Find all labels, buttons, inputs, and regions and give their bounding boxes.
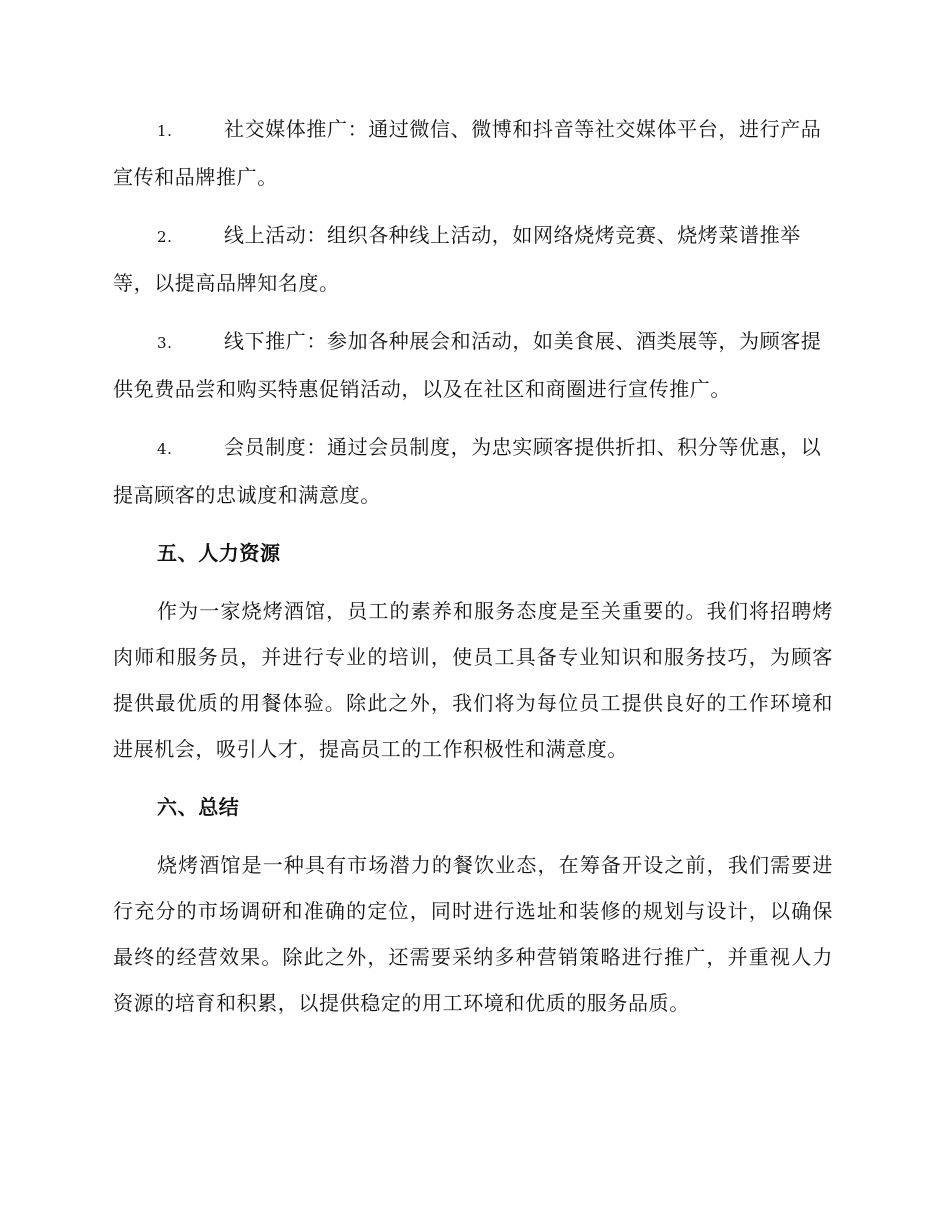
- list-item-text: 线下推广：参加各种展会和活动，如美食展、酒类展等，为顾客提供免费品尝和购买特惠促销活动，以及在社区和商圈进行宣传推广。: [113, 329, 822, 401]
- list-item-text: 线上活动：组织各种线上活动，如网络烧烤竞赛、烧烤菜谱推举等，以提高品牌知名度。: [113, 223, 801, 295]
- list-item-online-activities: [113, 212, 833, 306]
- section-body-human-resources: 作为一家烧烤酒馆，员工的素养和服务态度是至关重要的。我们将招聘烤肉师和服务员，并进行专业的培训，使员工具备专业知识和服务技巧，为顾客提供最优质的用餐体验。除此之外，我们将为每位员工提供良好的工作环境和进展机会，吸引人才，提高员工的工作积极性和满意度。: [113, 599, 833, 761]
- list-item-number: 1.: [157, 122, 173, 140]
- list-item-text: 社交媒体推广：通过微信、微博和抖音等社交媒体平台，进行产品宣传和品牌推广。: [113, 117, 822, 189]
- list-item-number: 4.: [157, 440, 173, 458]
- section-heading-human-resources: 五、人力资源: [157, 541, 281, 565]
- section-heading-summary: 六、总结: [157, 795, 240, 819]
- list-item-text: 会员制度：通过会员制度，为忠实顾客提供折扣、积分等优惠，以提高顾客的忠诚度和满意度。: [113, 435, 822, 507]
- list-item-number: 3.: [157, 334, 173, 352]
- list-item-membership: [113, 424, 833, 518]
- list-item-social-media: [113, 106, 833, 200]
- list-item-number: 2.: [157, 228, 173, 246]
- list-item-offline-promotion: [113, 318, 833, 412]
- document-content: [113, 106, 833, 1038]
- section-body-summary: 烧烤酒馆是一种具有市场潜力的餐饮业态，在筹备开设之前，我们需要进行充分的市场调研和准确的定位，同时进行选址和装修的规划与设计，以确保最终的经营效果。除此之外，还需要采纳多种营销策略进行推广，并重视人力资源的培育和积累，以提供稳定的用工环境和优质的服务品质。: [113, 853, 833, 1015]
